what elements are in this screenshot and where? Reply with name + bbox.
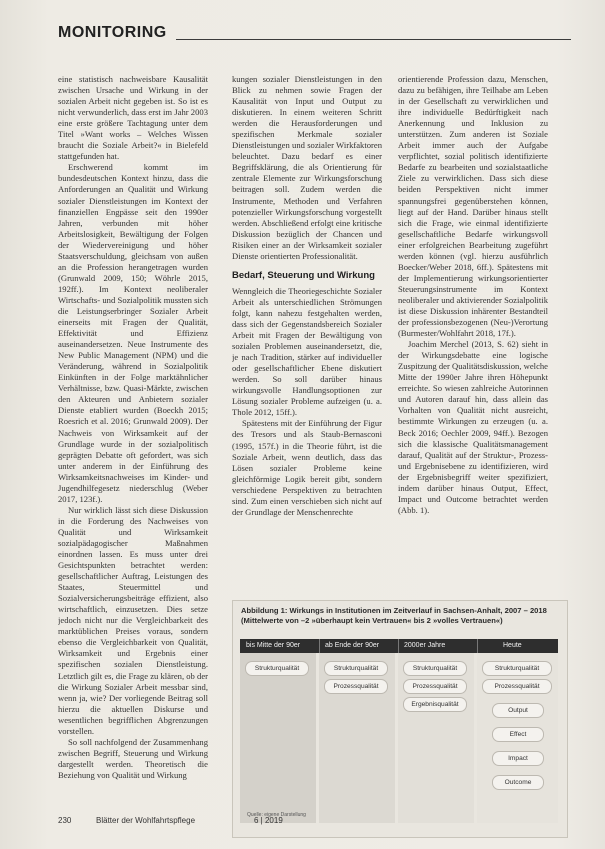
page-header <box>58 22 578 52</box>
outcome-pill: Outcome <box>492 775 544 790</box>
timeline-label: ab Ende der 90er <box>325 642 380 649</box>
section-heading: Bedarf, Steuerung und Wirkung <box>232 269 375 281</box>
page-number: 230 <box>58 816 72 825</box>
journal-title: Blätter der Wohlfahrtspflege <box>96 816 196 825</box>
outcome-pill: Output <box>492 703 544 718</box>
quality-pill: Ergebnisqualität <box>403 697 467 712</box>
page-footer <box>58 816 358 830</box>
phase-panel <box>240 653 316 823</box>
paragraph: Joachim Merchel (2013, S. 62) sieht in der Wirkungsdebatte eine logische Zuspitzung der Qualitätsdiskussion, welche Mitte der 1990er Jahre ihren Höhepunkt erreichte. So wiesen zahlreiche Autorinnen und Autoren darauf hin, dass allein das Vorhalten von Qualität nicht ausreicht, bestimmte Wirkungen zu erzeugen (u. a. Beck 2016; Oechler 2009, 94ff.). Bezogen sich die klassische Qualitätsmanagement darauf, Qualität auf der Struktur-, Prozess- und Ergebnisebene zu identifizieren, wird der Ergebnisbegriff weiter spezifiziert, indem darüber hinaus Output, Effect, Impact und Outcome betrachtet werden (Abb. 1). <box>398 339 548 515</box>
section-label: MONITORING <box>58 24 167 41</box>
paragraph: orientierende Profession dazu, Menschen, dazu zu befähigen, ihre Teilhabe am Leben in der Gesellschaft zu verwirklichen und ihre individuelle Bedürftigkeit nach Anerkennung und Inklusion zu unterstützen. Zum anderen ist Soziale Arbeit immer auch der Aufgabe verpflichtet, sozial politisch identifizierte Bedarfe zu bearbeiten und sozialstaatliche Ziele zu verwirklichen. Dass sich diese beiden Perspektiven nicht immer spannungsfrei gegenüberstehen können, liegt auf der Hand. Darüber hinaus stellt sich die Frage, wie einmal identifizierte gesellschaftliche Bedarfe wirkungsvoll einer erfolgreichen Bearbeitung zugeführt werden können (vgl. hierzu ausführlich Boecker/Weber 2018, 6ff.). Spätestens mit der Implementierung wirkungsorientierter Steuerungsinstrumente im Kontext neoliberaler und aktivierender Sozialpolitik ist diese Diskussion inhärenter Bestandteil der professionsbezogenen (Neu-)Verortung (Burmester/Wohlfahrt 2018, 17f.). <box>398 74 548 339</box>
paragraph: So soll nachfolgend der Zusammenhang zwischen Begriff, Steuerung und Wirkung dargestellt werden. Theoretisch die Beziehung von Qualität und Wirkung <box>58 736 208 780</box>
paragraph: Wenngleich die Theoriegeschichte Sozialer Arbeit als unterschiedlichen Strömungen folgt, kann nahezu festgehalten werden, dass sich der Gegenstandsbereich Sozialer Arbeit mit Fragen der Bewältigung von sozialen Problemen auseinandersetzt, die, je nach Tradition, stärker auf individueller oder gesellschaftlicher Ebene diskutiert werden. So soll darüber hinaus wirkungsvolle Handlungsoptionen zur Lösung sozialer Probleme aufzeigen (u. a. Thole 2012, 15ff.). <box>232 285 382 418</box>
quality-pill: Strukturqualität <box>245 661 309 676</box>
text-column-1 <box>58 74 208 814</box>
quality-pill: Prozessqualität <box>324 679 388 694</box>
figure-1 <box>232 600 568 838</box>
paragraph: Nur wirklich lässt sich diese Diskussion in die Forderung des Nachweises von Qualität und Wirksamkeit sozialpädagogischer Maßnahmen einordnen lassen. Es muss unter drei Gesichtspunkten betrachtet werden: gesellschaftlicher Auftrag, Leistungen des Staates, Steuermittel und Sozialversicherungsbeiträge effizient, also wirtschaftlich, einzusetzen. Dies setze jedoch nicht nur die Vergleichbarkeit des marktüblichen Preises voraus, sondern ebenso die Vergleichbarkeit von Qualität, Wirksamkeit und Ergebnis einer spezifischen sozialen Dienstleistung. Letztlich gilt es, die Frage zu klären, ob der die Wirkung Sozialer Arbeit messbar sind, wenn ja, wie? Der vorliegende Beitrag soll hierzu die aktuellen Diskurse und wesentlichen begrifflichen Abgrenzungen vorstellen. <box>58 504 208 736</box>
text-column-3 <box>398 74 548 594</box>
outcome-pill: Impact <box>492 751 544 766</box>
timeline-label: bis Mitte der 90er <box>246 642 301 649</box>
paragraph: Erschwerend kommt im bundesdeutschen Kontext hinzu, dass die Anforderungen an Qualität und Wirkung sozialer Dienstleistungen im Kontext der finanziellen Engpässe seit den 1990er Jahren, verbunden mit höher Arbeitslosigkeit, Bewältigung der Folgen der Wiedervereinigung und höher Staatsverschuldung, gleichsam von außen an die Profession herangetragen wurden (Grunwald 2009, 150; Wöhrle 2015, 192ff.). Im Kontext neoliberaler Wirtschafts- und Sozialpolitik mussten sich die Leistungserbringer Sozialer Arbeit einerseits mit Fragen der Qualität, Effektivität und Effizienz auseinandersetzen. Neue Instrumente des New Public Management (NPM) und die Veränderung, während in Sozialpolitik Einkünften in der Folge marktähnlicher Verhältnisse, bzw. Quasi-Märkte, zwischen den Akteuren und Anbietern sozialer Dienste etabliert wurden (Boeckh 2015; Roesrich et al. 2016; Grunwald 2009). Der Nachweis von Wirksamkeit auf der Grundlage wurde in der sozialpolitisch geprägten Debatte oft gefordert, was sich unter anderem in der Einführung des Wirksamkeitsnachweises im Kinder- und Jugendhilfegesetz niederschlug (Weber 2017, 123f.). <box>58 162 208 504</box>
issue-number: 6 | 2019 <box>254 816 283 825</box>
paragraph: eine statistisch nachweisbare Kausalität zwischen Ursache und Wirkung in der sozialen Arbeit nicht gegeben ist. So ist es nicht verwunderlich, dass erst im Jahr 2003 eine erste größere Tachtagung unter dem Titel »Want works – Welches Wissen braucht die Soziale Arbeit?« in Bielefeld stattgefunden hat. <box>58 74 208 162</box>
timeline-bar <box>240 639 558 653</box>
timeline-label: 2000er Jahre <box>404 642 446 649</box>
header-rule <box>176 39 571 40</box>
phase-panel <box>319 653 395 823</box>
phase-panel <box>398 653 474 823</box>
figure-source: Quelle: eigene Darstellung <box>247 812 306 818</box>
quality-pill: Strukturqualität <box>403 661 467 676</box>
quality-pill: Prozessqualität <box>482 679 552 694</box>
text-column-2 <box>232 74 382 599</box>
figure-caption: Abbildung 1: Wirkungs in Institutionen im Zeitverlauf in Sachsen-Anhalt, 2007 – 2018 (Mittelwerte von –2 »überhaupt kein Vertrauen« bis 2 »volles Vertrauen«) <box>241 606 547 625</box>
quality-pill: Strukturqualität <box>324 661 388 676</box>
outcome-pill: Effect <box>492 727 544 742</box>
quality-pill: Prozessqualität <box>403 679 467 694</box>
paragraph: kungen sozialer Dienstleistungen in den Blick zu nehmen sowie Fragen der Kausalität von Input und Output zu diskutieren. In einem weiteren Schritt werden die Herausforderungen und spezifischen Merkmale sozialer Dienstleistungen und sozialer Wirkfaktoren beleuchtet. Dazu bedarf es einer Begriffsklärung, die als Orientierung für zentrale Elemente zur Wirkungsforschung beitragen soll. Zudem werden die Instrumente, Methoden und Verfahren potenzieller Wirkungsforschung vorgestellt werden. Abschließend erfolgt eine kritische Diskussion bezüglich der Chancen und Risiken einer an der Wirksamkeit sozialer Dienste orientierten Professionalität. <box>232 74 382 261</box>
paragraph: Spätestens mit der Einführung der Figur des Tresors und als Staub-Bernasconi (1995, 157f.) in die Theorie führt, ist die Soziale Arbeit, wenn deutlich, dass das Lösen sozialer Probleme keine gleichförmige Logik bereit gibt, sondern verschiedene Perspektiven zu betrachten sind. Zum einen verschieben sich nicht auf der Grundlage der Menschenrechte <box>232 418 382 517</box>
timeline-label: Heute <box>503 642 522 649</box>
quality-pill: Strukturqualität <box>482 661 552 676</box>
phase-panel <box>477 653 558 823</box>
